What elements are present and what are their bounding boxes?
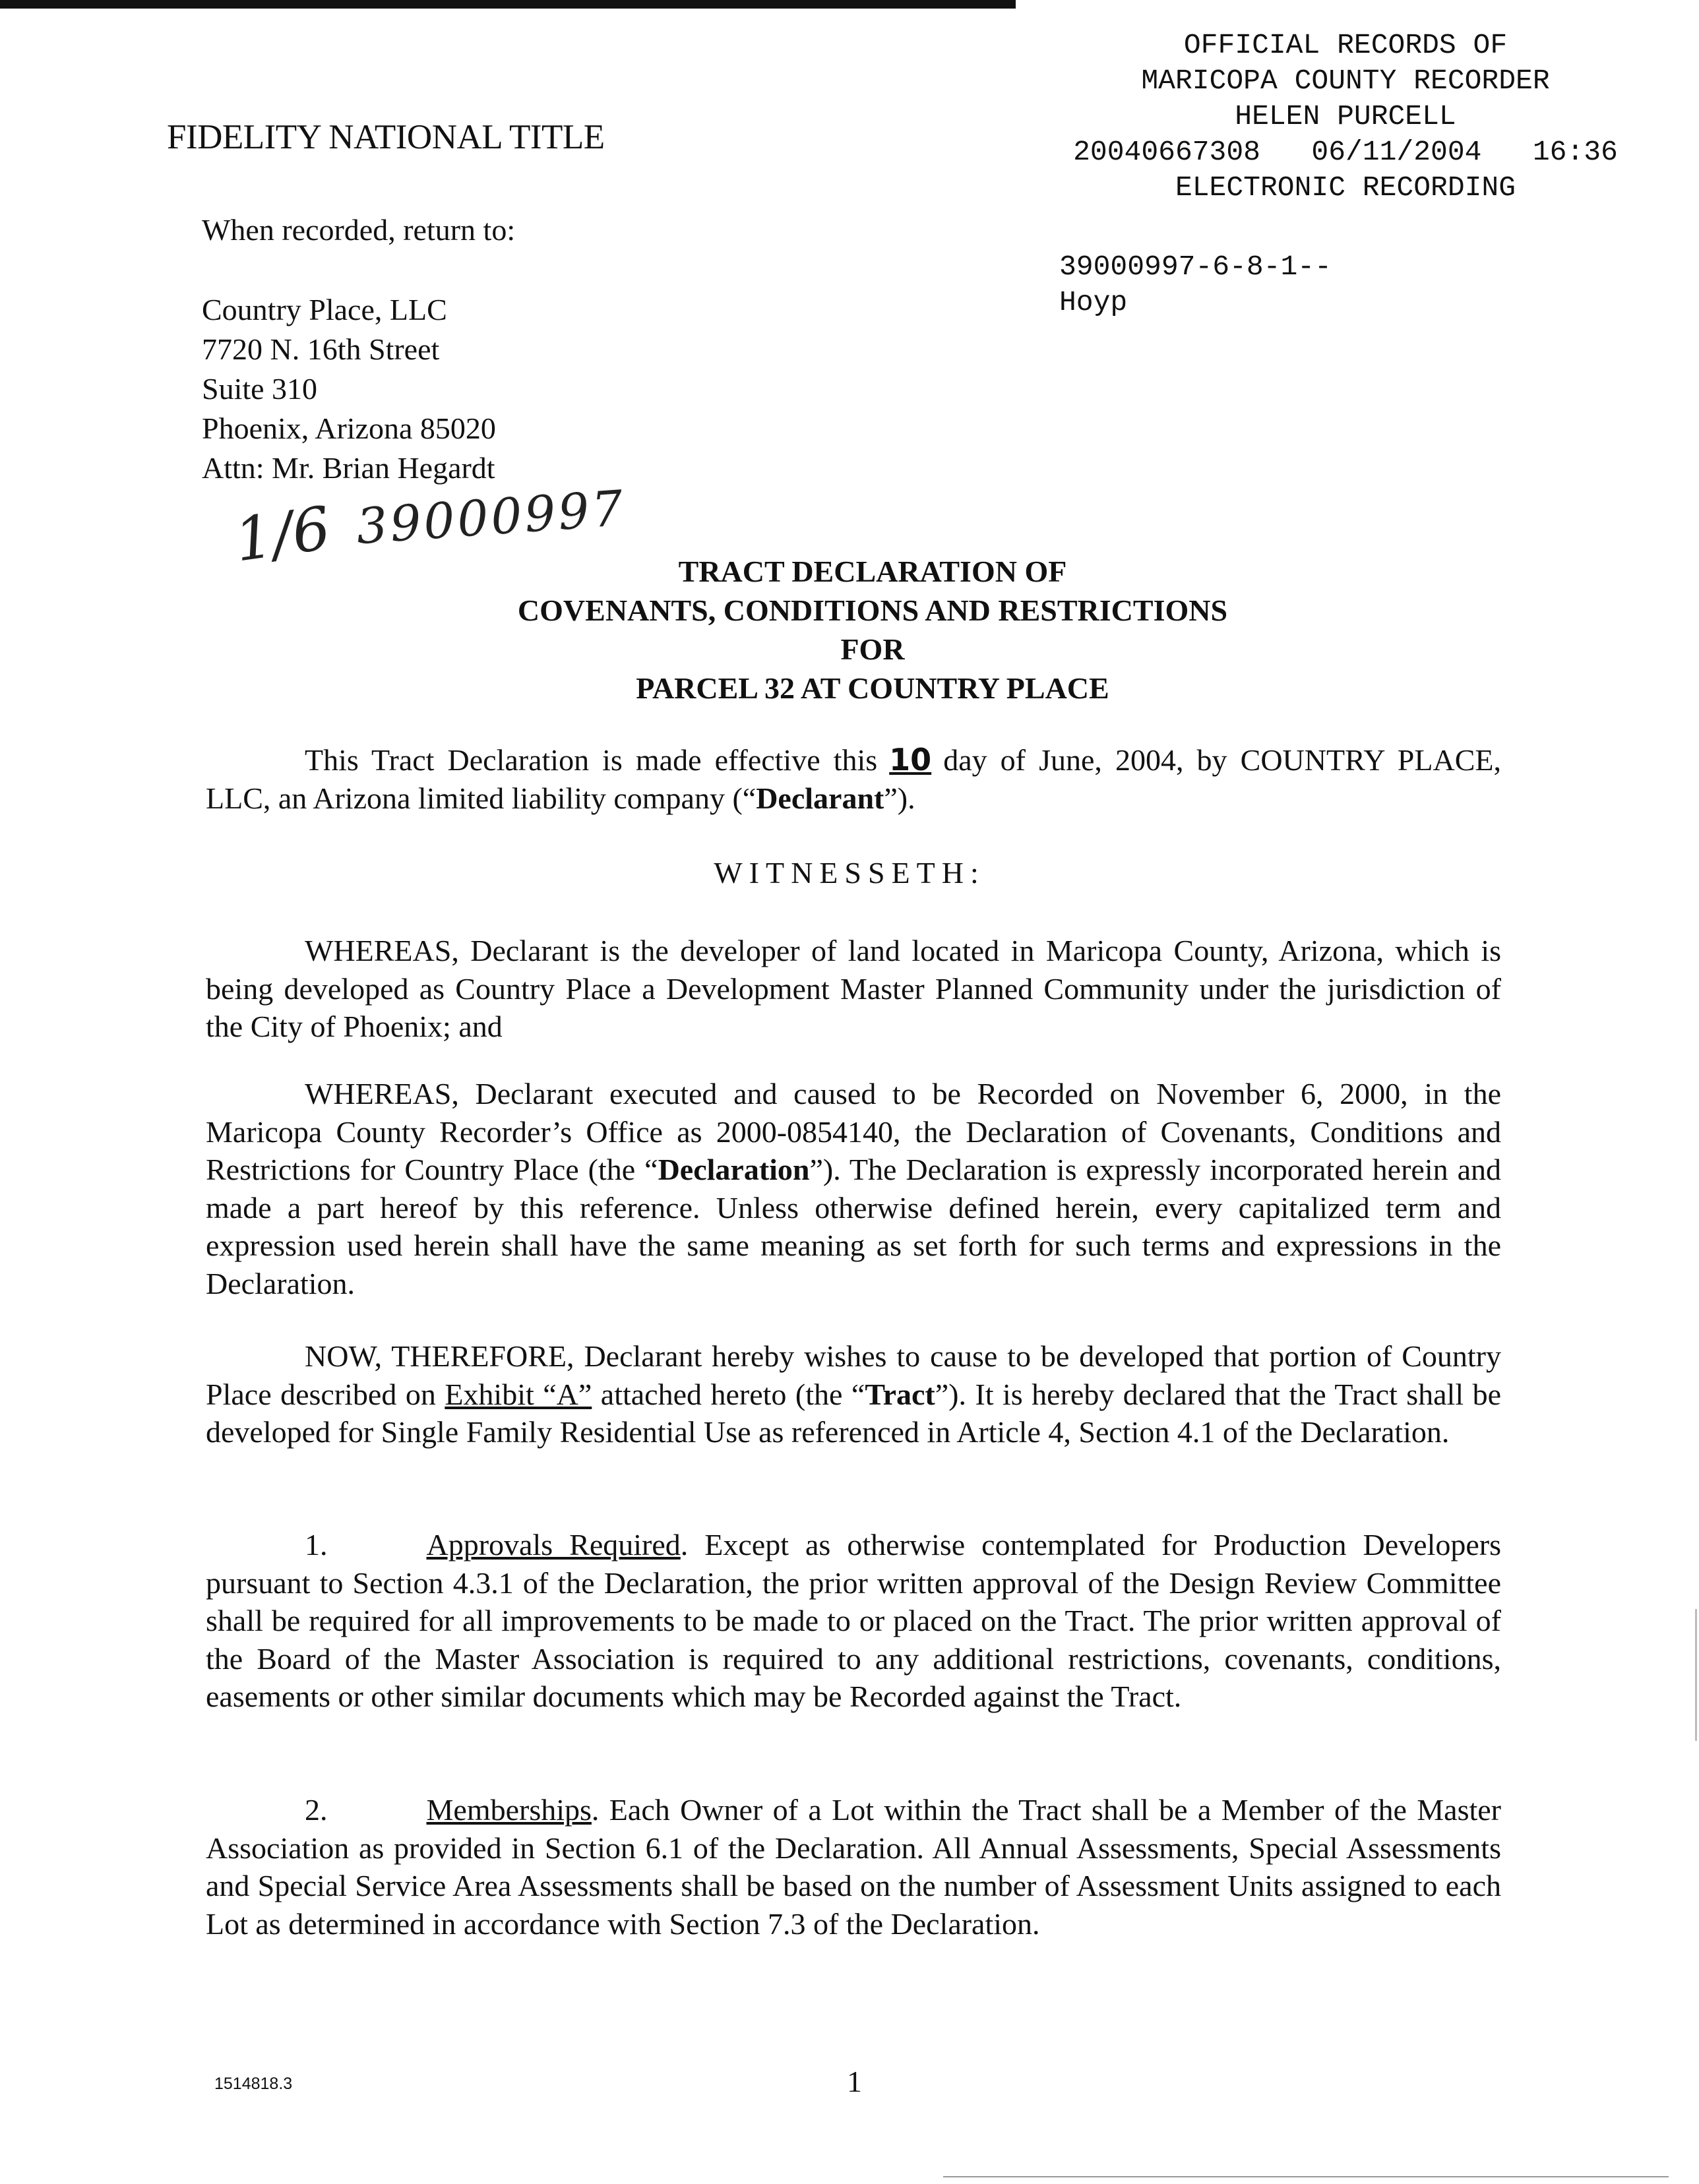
intro-paragraph <box>206 741 1501 817</box>
heading-line: COVENANTS, CONDITIONS AND RESTRICTIONS <box>517 593 1228 627</box>
document-initials: Hoyp <box>1059 286 1128 318</box>
paragraph-text: ”). It is hereby declared that the Tract shall be developed for Single Family Residential Use as referenced in Article 4, Section 4.1 of the Declaration. <box>206 1377 1502 1449</box>
handwritten-day: 10 <box>889 742 932 777</box>
document-heading <box>0 552 1699 708</box>
document-id: 1514818.3 <box>214 2075 293 2093</box>
intro-text: This Tract Declaration is made effective this <box>305 743 878 777</box>
intro-text: day of June, 2004, by COUNTRY PLACE, LLC, an Arizona limited liability company (“ <box>206 743 1501 815</box>
section-heading: Memberships <box>426 1793 592 1827</box>
recorder-line: MARICOPA COUNTY RECORDER <box>1141 65 1550 97</box>
paragraph-text: ”). The Declaration is expressly incorporated herein and made a part hereof by this reference. Unless otherwise defined herein, every capitalized term and expression used herein shall have the same meaning as set forth for such terms and expressions in the Declaration. <box>206 1153 1501 1300</box>
recording-number-date: 20040667308 06/11/2004 16:36 <box>1073 136 1618 168</box>
defined-term-declarant: Declarant <box>756 781 884 815</box>
whereas-paragraph-1: WHEREAS, Declarant is the developer of land located in Maricopa County, Arizona, which is being developed as Country Place a Development Master Planned Community under the jurisdiction of the City of Phoenix; and <box>206 934 1501 1043</box>
scan-bottom-edge <box>943 2176 1669 2177</box>
recorder-line: ELECTRONIC RECORDING <box>1175 171 1516 204</box>
document-reference <box>1059 249 1332 320</box>
heading-line: TRACT DECLARATION OF <box>678 555 1067 588</box>
handwritten-fraction: 1/6 <box>230 493 335 576</box>
handwritten-order-number: 39000997 <box>354 479 628 556</box>
address-line: Suite 310 <box>202 372 318 406</box>
return-address <box>202 290 496 488</box>
section-number: 2. <box>305 1793 328 1827</box>
document-number: 39000997-6-8-1-- <box>1059 251 1332 283</box>
section-text: . Except as otherwise contemplated for Production Developers pursuant to Section 4.3.1 of the Declaration, the prior written approval of the Design Review Committee shall be required for all improvements to be made to or placed on the Tract. The prior written approval of the Board of the Master Association is required to any additional restrictions, covenants, conditions, easements or other similar documents which may be Recorded against the Tract. <box>206 1528 1501 1713</box>
recorder-line: OFFICIAL RECORDS OF <box>1183 29 1508 61</box>
recorder-line: HELEN PURCELL <box>1235 100 1456 133</box>
section-number: 1. <box>305 1528 328 1562</box>
address-line: Country Place, LLC <box>202 293 447 326</box>
whereas-paragraph-2 <box>206 1075 1501 1302</box>
scan-right-edge <box>1695 1609 1697 1741</box>
page-number: 1 <box>847 2065 862 2098</box>
heading-line: PARCEL 32 AT COUNTRY PLACE <box>636 671 1109 705</box>
paragraph-text: NOW, THEREFORE, Declarant hereby wishes to cause to be developed that portion of Country Place described on <box>206 1339 1501 1411</box>
now-therefore-paragraph <box>206 1337 1501 1451</box>
intro-text: ”). <box>884 781 915 815</box>
exhibit-reference: Exhibit “A” <box>445 1377 592 1411</box>
address-line: 7720 N. 16th Street <box>202 332 440 366</box>
address-line: Phoenix, Arizona 85020 <box>202 411 496 445</box>
paragraph-text: attached hereto (the “ <box>600 1377 865 1411</box>
section-1-paragraph <box>206 1526 1501 1716</box>
heading-line: FOR <box>840 632 905 666</box>
section-text: . Each Owner of a Lot within the Tract shall be a Member of the Master Association as provided in Section 6.1 of the Declaration. All Annual Assessments, Special Assessments and Special Service Area Assessments shall be based on the number of Assessment Units assigned to each Lot as determined in accordance with Section 7.3 of the Declaration. <box>206 1793 1501 1941</box>
address-line: Attn: Mr. Brian Hegardt <box>202 451 495 485</box>
paragraph-text: WHEREAS, Declarant executed and caused to be Recorded on November 6, 2000, in the Maricopa County Recorder’s Office as 2000-0854140, the Declaration of Covenants, Conditions and Restrictions for Country Place (the “ <box>206 1077 1501 1186</box>
defined-term-declaration: Declaration <box>658 1153 810 1186</box>
section-heading: Approvals Required <box>426 1528 681 1562</box>
witnesseth-heading: WITNESSETH: <box>714 856 985 890</box>
scan-top-edge <box>0 0 1016 9</box>
section-2-paragraph <box>206 1791 1501 1943</box>
defined-term-tract: Tract <box>865 1377 935 1411</box>
return-to-label: When recorded, return to: <box>202 213 516 247</box>
title-company: FIDELITY NATIONAL TITLE <box>167 118 605 156</box>
recorder-stamp <box>1016 28 1675 206</box>
